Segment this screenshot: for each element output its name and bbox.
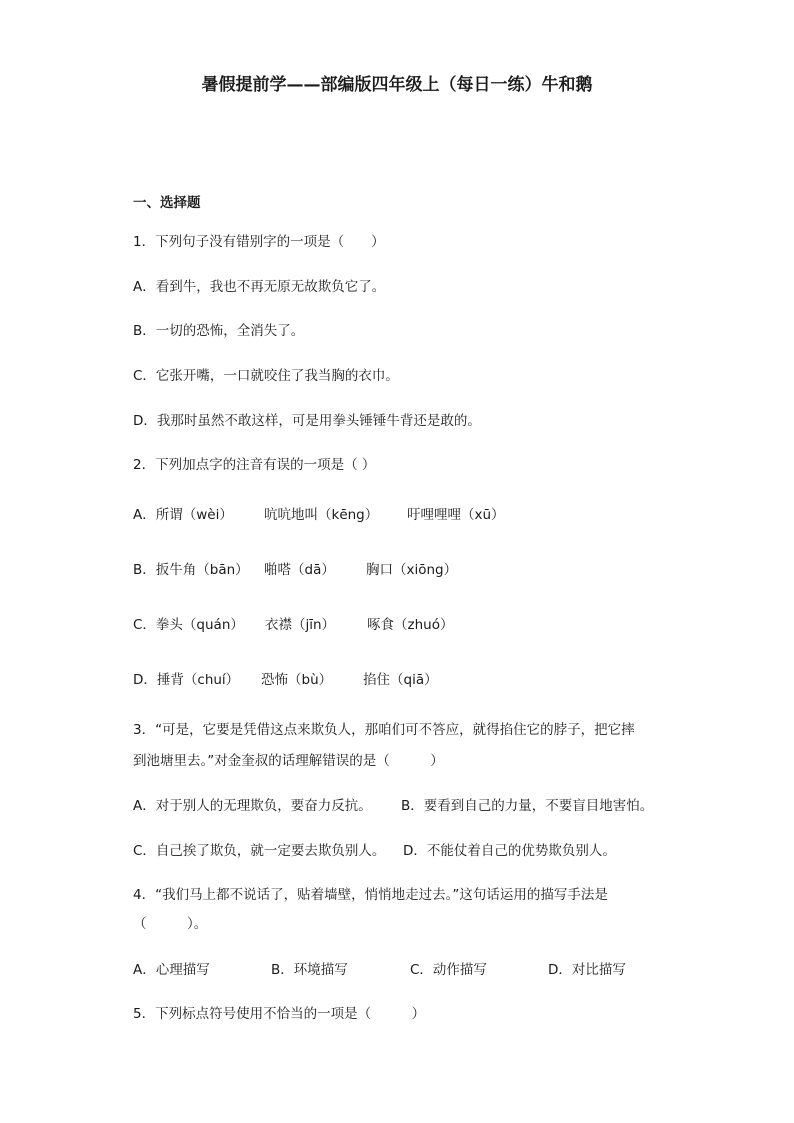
question-4-options <box>133 960 626 980</box>
question-1-option-b: B．一切的恐怖，全消失了。 <box>133 323 305 339</box>
option-item: 吁哩哩哩（xū） <box>407 507 505 523</box>
question-2-option-a <box>133 505 505 525</box>
question-3-options-ab <box>133 796 653 816</box>
option-item: C．动作描写 <box>410 962 487 978</box>
option-item: A．所谓（wèi） <box>133 507 233 523</box>
question-2-option-d <box>133 670 438 690</box>
question-4-stem-line2: （ ）。 <box>133 916 208 932</box>
page-title: 暑假提前学——部编版四年级上（每日一练）牛和鹅 <box>201 75 593 95</box>
option-item: B．要看到自己的力量，不要盲目地害怕。 <box>401 798 654 814</box>
question-3-stem-line2: 到池塘里去。”对金奎叔的话理解错误的是（ ） <box>133 753 444 769</box>
option-item: B．环境描写 <box>271 962 348 978</box>
question-1-option-a: A．看到牛，我也不再无原无故欺负它了。 <box>133 279 386 295</box>
option-item: D．捶背（chuí） <box>133 672 240 688</box>
option-item: 胸口（xiōng） <box>366 562 458 578</box>
option-item: A．对于别人的无理欺负，要奋力反抗。 <box>133 798 372 814</box>
option-item: 衣襟（jīn） <box>265 617 336 633</box>
option-item: C．拳头（quán） <box>133 617 244 633</box>
section-heading: 一、选择题 <box>133 195 201 211</box>
option-item: 啄食（zhuó） <box>367 617 454 633</box>
option-item: B．扳牛角（bān） <box>133 562 249 578</box>
question-1-stem: 1．下列句子没有错别字的一项是（ ） <box>133 234 385 250</box>
question-2-stem: 2．下列加点字的注音有误的一项是（ ） <box>133 457 376 473</box>
option-item: D．对比描写 <box>548 962 626 978</box>
option-item: D．不能仗着自己的优势欺负别人。 <box>403 843 616 859</box>
option-item: 恐怖（bù） <box>261 672 333 688</box>
question-1-option-d: D．我那时虽然不敢这样，可是用拳头锤锤牛背还是敢的。 <box>133 413 481 429</box>
option-item: 掐住（qiā） <box>363 672 438 688</box>
question-3-options-cd <box>133 841 616 861</box>
option-item: C．自己挨了欺负，就一定要去欺负别人。 <box>133 843 386 859</box>
option-item: 吭吭地叫（kēng） <box>264 507 379 523</box>
option-item: 啪嗒（dā） <box>264 562 335 578</box>
question-1-option-c: C．它张开嘴，一口就咬住了我当胸的衣巾。 <box>133 368 399 384</box>
question-3-stem-line1: 3．“可是，它要是凭借这点来欺负人，那咱们可不答应，就得掐住它的脖子，把它摔 <box>133 722 635 738</box>
question-2-option-b <box>133 560 457 580</box>
question-2-option-c <box>133 615 453 635</box>
question-5-stem: 5．下列标点符号使用不恰当的一项是（ ） <box>133 1006 426 1022</box>
question-4-stem-line1: 4．“我们马上都不说话了，贴着墙壁，悄悄地走过去。”这句话运用的描写手法是 <box>133 887 608 903</box>
option-item: A．心理描写 <box>133 962 210 978</box>
